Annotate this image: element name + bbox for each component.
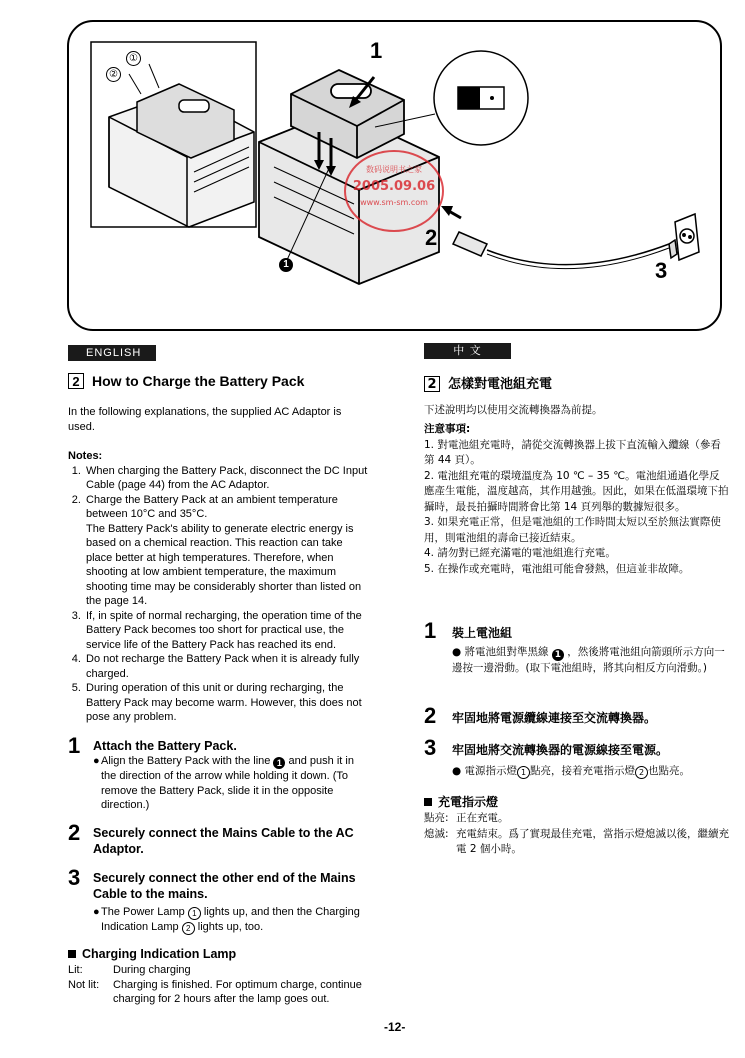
callout-circle-1: ①: [126, 51, 141, 66]
en-step1-text-b: and push it in the direction of the arrow while holding it down. (To remove the Battery Pack, slide it in the opposite direction.): [101, 755, 354, 811]
note-item: 1. 對電池組充電時，請從交流轉換器上拔下直流輸入纜線（參看第 44 頁）。: [424, 438, 721, 466]
callout-3: 3: [655, 258, 668, 283]
zh-step3-title: 牢固地將交流轉換器的電源線接至電源。: [452, 743, 669, 757]
stamp-line1: 数码说明书之家: [366, 165, 422, 174]
square-bullet-icon: [68, 950, 76, 958]
zh-step1-title: 裝上電池組: [452, 626, 513, 640]
note-2-extra: The Battery Pack's ability to generate electric energy is based on a chemical reaction. This reaction can take place better at high temperatures. Therefore, when shooting at low ambient temperature, the maximum shooting time may be considerably shorter than listed on the page 14.: [86, 522, 362, 607]
note-item: 5. 在操作或充電時，電池組可能會發熱，但這並非故障。: [424, 562, 690, 575]
notes-heading: Notes:: [68, 450, 103, 462]
note-item: 2. Charge the Battery Pack at an ambient temperature between 10°C and 35°C. The Battery Pack's ability to generate electric energy is based on a chemical reaction. This reaction can take place better at high temperatures. Therefore, when shooting at low ambient temperature, the maximum shooting time may be considerably shorter than listed on the page 14.: [84, 493, 368, 609]
zh-lamp-status: 點亮: 正在充電。 熄滅: 充電結束。爲了實現最佳充電，當指示燈熄滅以後，繼續充電 2 個小時。: [424, 812, 729, 855]
section-title: 怎樣對電池組充電: [448, 377, 553, 392]
section-number: 2: [424, 376, 440, 392]
zh-lamp-heading: 充電指示燈: [424, 793, 498, 810]
english-notes: [68, 449, 368, 725]
notes-list: [68, 464, 368, 725]
zh-step1-text: ● 將電池組對準黑線 1 ，然後將電池組向箭頭所示方向一邊按一邊滑動。(取下電池組時，將其向相反方向滑動。): [452, 646, 725, 674]
note-item: 2. 電池組充電的環境溫度為 10 ℃ – 35 ℃。電池組通過化學反應產生電能，溫度越高，其作用越強。因此，如果在低溫環境下拍攝時，最長拍攝時間將會比第 14 頁列舉的數據短很多。: [424, 469, 729, 513]
zh-step1-number: 1: [424, 618, 437, 643]
zh-step2-number: 2: [424, 703, 437, 728]
en-step1-text: ● Align the Battery Pack with the line 1 and push it in the direction of the arrow while holding it down. (To remove the Battery Pack, slide it in the opposite direction.): [93, 755, 354, 811]
mains-cable-drawing: [453, 232, 669, 269]
section-title: How to Charge the Battery Pack: [92, 373, 305, 389]
page-number: -12-: [384, 1020, 406, 1034]
en-step2-number: 2: [68, 820, 81, 845]
charging-lamp-marker: 2: [182, 922, 195, 935]
lit-text: During charging: [113, 964, 191, 976]
en-step3-title: Securely connect the other end of the Mains Cable to the mains.: [93, 871, 356, 901]
line-marker-icon: 1: [552, 649, 564, 661]
zh-step3-number: 3: [424, 735, 437, 760]
callout-1: 1: [370, 38, 383, 63]
lit-label: Lit:: [68, 964, 83, 976]
callout-circle-2: ②: [106, 67, 121, 82]
chinese-notes: [424, 422, 729, 577]
note-item: 4. 請勿對已經充滿電的電池組進行充電。: [424, 547, 616, 559]
english-section-heading: [68, 373, 304, 391]
stamp-line2: 2005.09.06: [352, 179, 436, 194]
english-intro: In the following explanations, the supplied AC Adaptor is used.: [68, 406, 342, 433]
stamp-line3: www.sm-sm.com: [360, 198, 428, 207]
en-step1-text-a: Align the Battery Pack with the line: [101, 755, 271, 767]
chinese-intro: 下述說明均以使用交流轉換器為前提。: [424, 404, 603, 416]
note-item: 5. During operation of this unit or during recharging, the Battery Pack may become warm. However, this does not pose any problem.: [84, 681, 368, 725]
note-item: 4. Do not recharge the Battery Pack when it is already fully charged.: [84, 652, 368, 681]
en-step3-number: 3: [68, 865, 81, 890]
en-lamp-heading: Charging Indication Lamp: [68, 947, 236, 961]
section-number: 2: [68, 373, 84, 389]
chinese-lang-tab: 中 文: [424, 343, 511, 359]
wall-socket-drawing: [669, 214, 699, 260]
chinese-section-heading: [424, 373, 552, 392]
en-step2-title: Securely connect the Mains Cable to the AC Adaptor.: [93, 826, 354, 856]
en-step1-number: 1: [68, 733, 81, 758]
line-marker-icon: 1: [273, 757, 285, 769]
english-lang-tab: ENGLISH: [68, 345, 156, 361]
zh-step2-title: 牢固地將電源纜線連接至交流轉換器。: [452, 711, 657, 725]
power-lamp-marker: 1: [517, 766, 530, 779]
note-item: 1. When charging the Battery Pack, disconnect the DC Input Cable (page 44) from the AC Adaptor.: [84, 464, 368, 493]
black-marker-1: 1: [279, 258, 293, 272]
notes-heading: 注意事項:: [424, 423, 471, 435]
callout-2: 2: [425, 225, 438, 250]
en-step3-text: ● The Power Lamp 1 lights up, and then the Charging Indication Lamp 2 lights up, too.: [93, 906, 360, 933]
note-item: 3. If, in spite of normal recharging, the operation time of the Battery Pack becomes too short for practical use, the service life of the Battery Pack has reached its end.: [84, 609, 368, 653]
notlit-text: Charging is finished. For optimum charge, continue charging for 2 hours after the lamp goes out.: [113, 978, 362, 1005]
watermark-stamp: [344, 150, 444, 232]
en-step1-title: Attach the Battery Pack.: [93, 739, 237, 753]
zh-step3-text: ● 電源指示燈 1 點亮，接着充電指示燈 2 也點亮。: [452, 765, 691, 777]
square-bullet-icon: [424, 798, 432, 806]
illustration-panel: [67, 20, 722, 331]
en-lamp-status: [68, 963, 368, 1007]
note-item: 3. 如果充電正常，但是電池組的工作時間太短以至於無法實際使用，則電池組的壽命已接近結束。: [424, 516, 721, 544]
power-lamp-marker: 1: [188, 907, 201, 920]
notlit-label: Not lit:: [68, 978, 100, 991]
charging-lamp-marker: 2: [635, 766, 648, 779]
